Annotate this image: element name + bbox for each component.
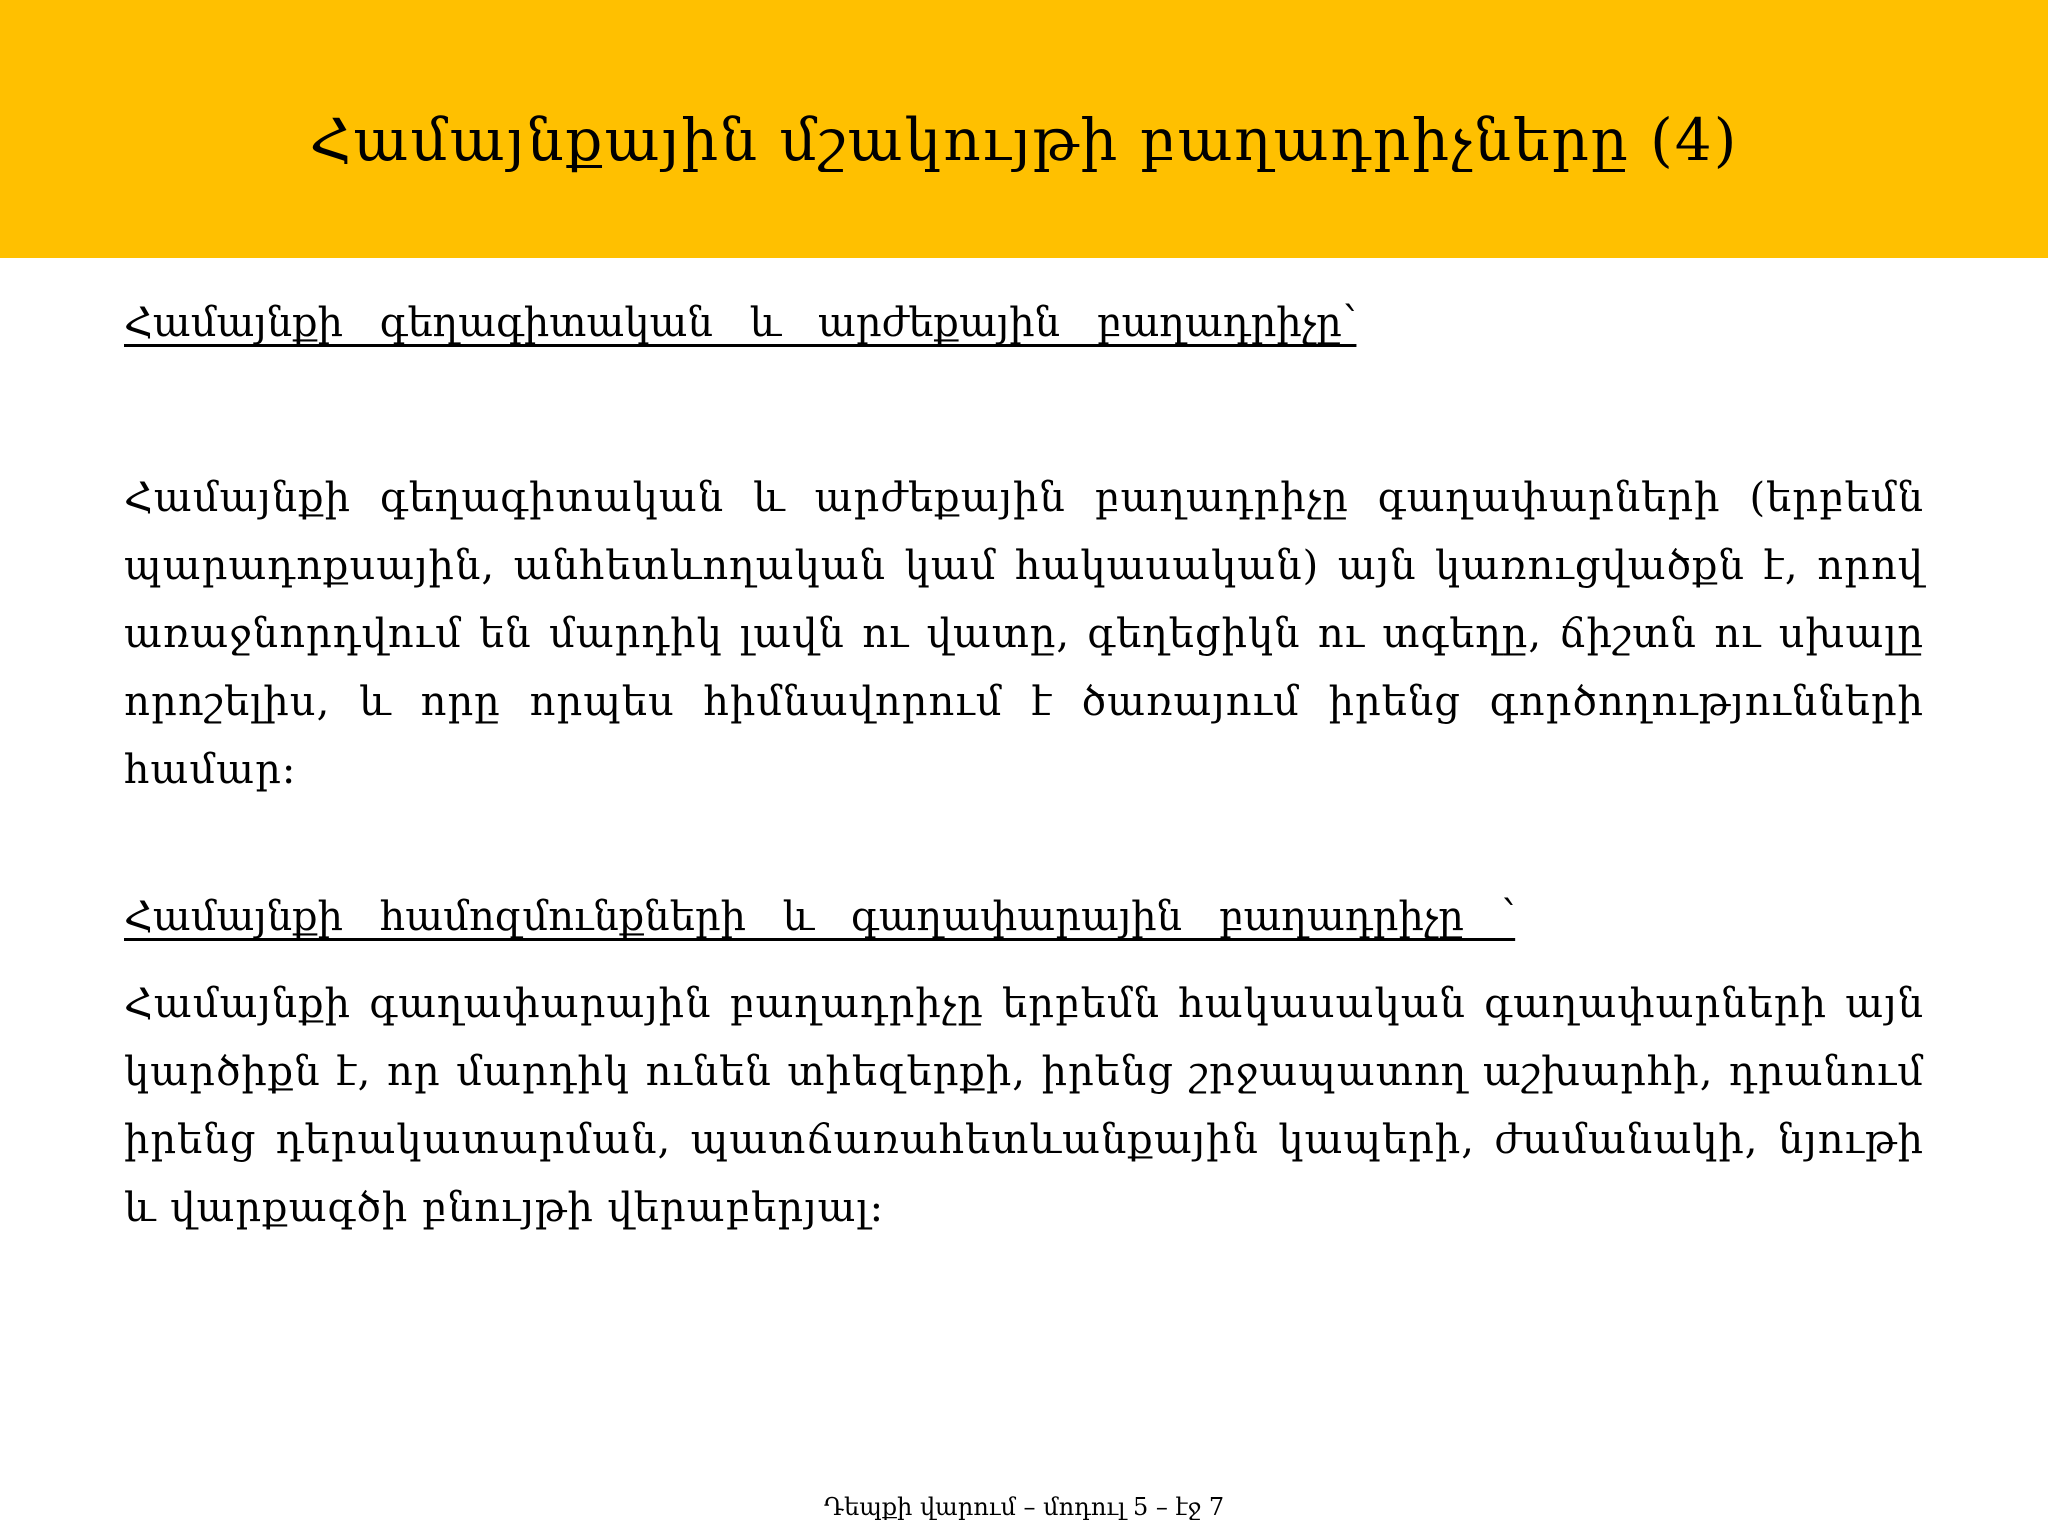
- section-heading-beliefs-ideas: Համայնքի համոզմունքների և գաղափարային բաղադրիչը ՝: [124, 894, 1516, 940]
- page-footer: Դեպքի վարում – մոդուլ 5 – էջ 7: [823, 1493, 1225, 1521]
- slide-title: Համայնքային մշակույթի բաղադրիչները (4): [309, 106, 1739, 174]
- paragraph-beliefs-ideas: Համայնքի գաղափարային բաղադրիչը երբեմն հակասական գաղափարների այն կարծիքն է, որ մարդիկ ունեն տիեզերքի, իրենց շրջապատող աշխարհի, դրանում իրենց դերակատարման, պատճառահետևանքային կապերի, ժամանակի, նյութի և վարքագծի բնույթի վերաբերյալ։: [124, 981, 1924, 1231]
- title-header-band: [0, 0, 2048, 258]
- section-heading-aesthetic-values: Համայնքի գեղագիտական և արժեքային բաղադրիչը՝: [124, 300, 1357, 346]
- paragraph-aesthetic-values: Համայնքի գեղագիտական և արժեքային բաղադրիչը գաղափարների (երբեմն պարադոքսային, անհետևողական կամ հակասական) այն կառուցվածքն է, որով առաջնորդվում են մարդիկ լավն ու վատը, գեղեցիկն ու տգեղը, ճիշտն ու սխալը որոշելիս, և որը որպես հիմնավորում է ծառայում իրենց գործողությունների համար։: [124, 475, 1924, 793]
